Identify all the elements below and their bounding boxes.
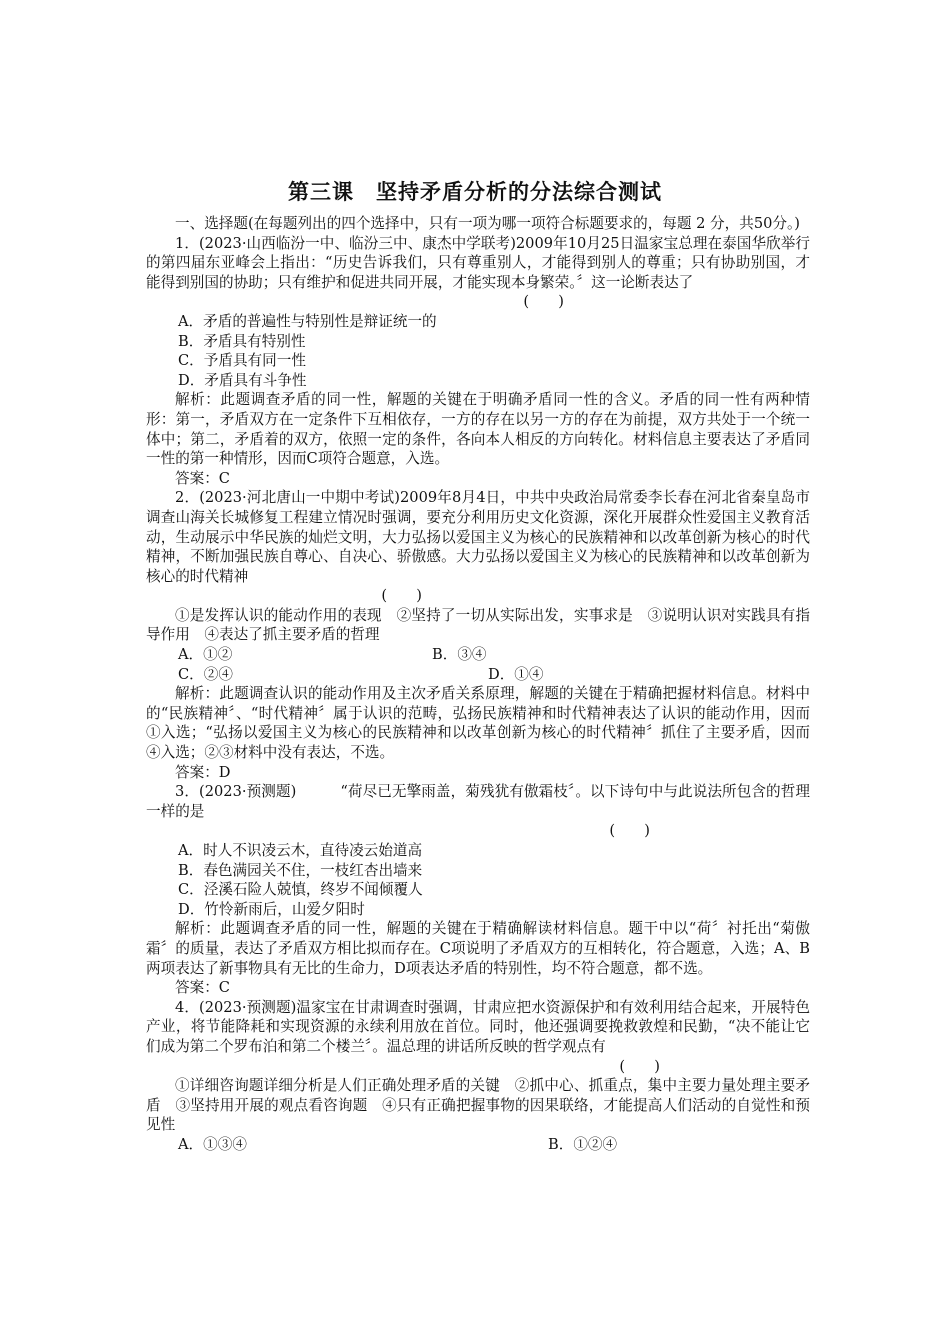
answer-blank: ( ) [619, 1057, 660, 1075]
question-3-analysis: 解析：此题调查矛盾的同一性，解题的关键在于精确解读材料信息。题干中以“荷〞衬托出“菊傲霜〞的质量，表达了矛盾双方相比拟而存在。C项说明了矛盾双方的互相转化，符合题意，入选；A、B两项表达了新事物具有无比的生命力，D项表达矛盾的特别性，均不符合题意，都不选。 [146, 920, 810, 977]
option-a: A．①② [178, 646, 233, 664]
options-row [146, 645, 810, 665]
question-4-stem: 4．(2023·预测题)温家宝在甘肃调查时强调，甘肃应把水资源保护和有效利用结合起来，开展特色产业，将节能降耗和实现资源的永续利用放在首位。同时，他还强调要挽救敦煌和民勤，“决不能让它们成为第二个罗布泊和第二个楼兰〞。温总理的讲话所反映的哲学观点有 [146, 998, 810, 1055]
question-2-statements: ①是发挥认识的能动作用的表现 ②坚持了一切从实际出发，实事求是 ③说明认识对实践具有指导作用 ④表达了抓主要矛盾的哲理 [146, 606, 810, 644]
option-b: B．矛盾具有特别性 [178, 332, 306, 350]
option-c: C．②④ [178, 665, 233, 683]
option-b: B．①②④ [548, 1135, 618, 1153]
option-d: D．竹怜新雨后，山爱夕阳时 [178, 900, 365, 918]
document-body [146, 214, 810, 1155]
question-1-analysis: 解析：此题调查矛盾的同一性，解题的关键在于明确矛盾同一性的含义。矛盾的同一性有两种情形：第一，矛盾双方在一定条件下互相依存，一方的存在以另一方的存在为前提，双方共处于一个统一体中；第二，矛盾着的双方，依照一定的条件，各向本人相反的方向转化。材料信息主要表达了矛盾同一性的第一种情形，因而C项符合题意，入选。 [146, 391, 810, 468]
option-a: A．矛盾的普遍性与特别性是辩证统一的 [178, 312, 437, 330]
question-1-stem: 1．(2023·山西临汾一中、临汾三中、康杰中学联考)2009年10月25日温家宝总理在泰国华欣举行的第四届东亚峰会上指出：“历史告诉我们，只有尊重别人，才能得到别人的尊重；只有协助别国，才能得到别国的协助；只有维护和促进共同开展，才能实现本身繁荣。〞这一论断表达了 [146, 234, 810, 291]
option-a: A．①③④ [178, 1135, 247, 1153]
question-2-stem: 2．(2023·河北唐山一中期中考试)2009年8月4日，中共中央政治局常委李长春在河北省秦皇岛市调查山海关长城修复工程建立情况时强调，要充分利用历史文化资源，深化开展群众性爱国主义教育活动，生动展示中华民族的灿烂文明，大力弘扬以爱国主义为核心的民族精神和以改革创新为核心的时代精神，不断加强民族自尊心、自决心、骄傲感。大力弘扬以爱国主义为核心的民族精神和以改革创新为核心的时代精神 [146, 489, 810, 585]
answer-blank: ( ) [609, 822, 650, 840]
option-d: D．①④ [488, 665, 544, 683]
question-2-analysis: 解析：此题调查认识的能动作用及主次矛盾关系原理，解题的关键在于精确把握材料信息。材料中的“民族精神〞、“时代精神〞属于认识的范畴，弘扬民族精神和时代精神表达了认识的能动作用，因而①入选；“弘扬以爱国主义为核心的民族精神和以改革创新为核心的时代精神〞抓住了主要矛盾，因而④入选；②③材料中没有表达，不选。 [146, 685, 810, 762]
options-row [146, 1135, 810, 1155]
question-3-stem: 3．(2023·预测题) “荷尽已无擎雨盖，菊残犹有傲霜枝〞。以下诗句中与此说法所包含的哲理一样的是 [146, 783, 810, 820]
option-b: B．春色满园关不住，一枝红杏出墙来 [178, 861, 423, 879]
option-b: B．③④ [432, 646, 487, 664]
question-2-answer: 答案：D [175, 763, 231, 781]
option-a: A．时人不识凌云木，直待凌云始道高 [178, 842, 423, 859]
option-d: D．矛盾具有斗争性 [178, 371, 307, 389]
question-3-answer: 答案：C [175, 979, 230, 997]
page-title: 第三课 坚持矛盾分析的分法综合测试 [288, 180, 662, 204]
options-row [146, 665, 810, 685]
answer-blank: ( ) [381, 587, 422, 605]
option-c: C．泾溪石险人兢慎，终岁不闻倾覆人 [178, 881, 423, 899]
answer-blank: ( ) [523, 293, 564, 311]
option-c: C．予盾具有同一性 [178, 352, 306, 370]
question-1-answer: 答案：C [175, 469, 230, 487]
section-intro: 一、选择题(在每题列出的四个选择中，只有一项为哪一项符合标题要求的，每题 2 分，共50分。) [175, 215, 800, 232]
question-4-statements: ①详细咨询题详细分析是人们正确处理矛盾的关键 ②抓中心、抓重点，集中主要力量处理主要矛盾 ③坚持用开展的观点看咨询题 ④只有正确把握事物的因果联络，才能提高人们活动的自觉性和预见性 [146, 1077, 810, 1134]
